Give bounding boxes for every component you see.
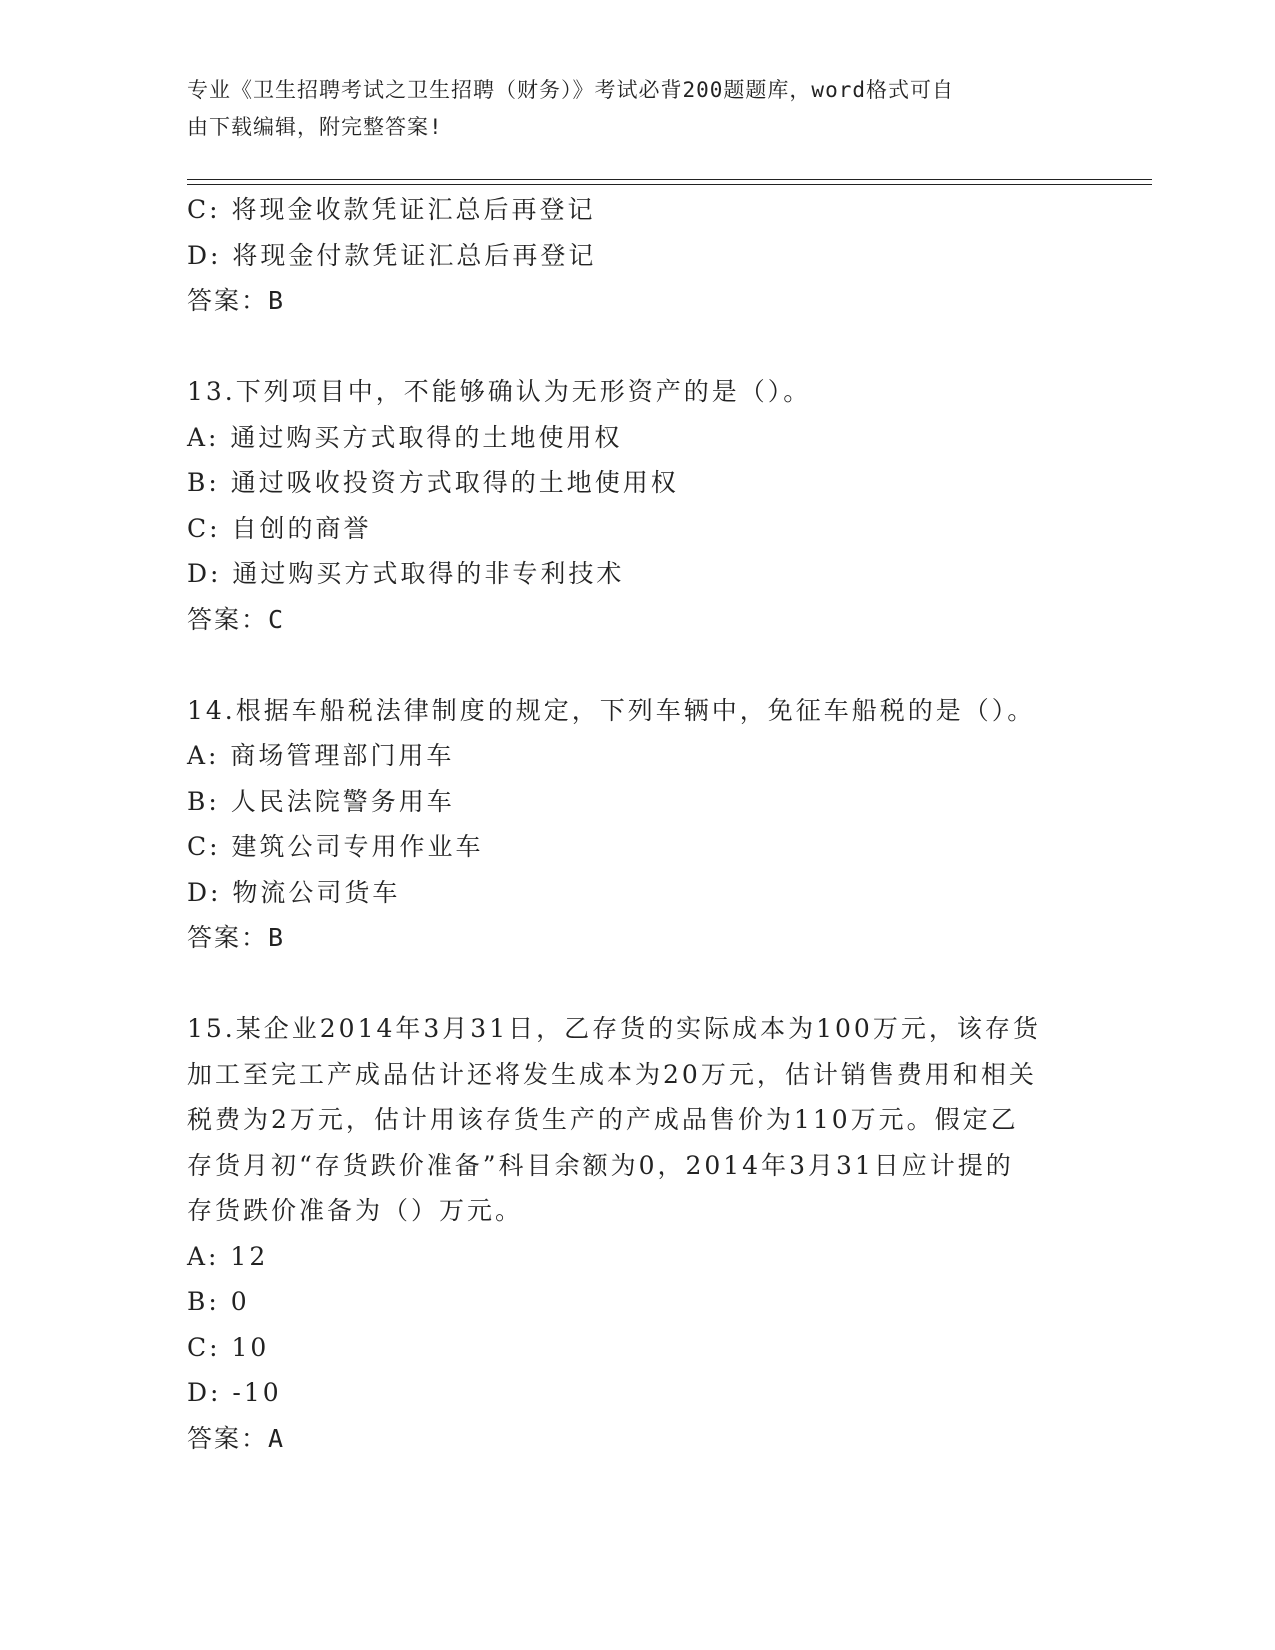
question-text: 13.下列项目中，不能够确认为无形资产的是（）。	[187, 377, 812, 406]
option-a: A: 通过购买方式取得的土地使用权	[187, 422, 623, 452]
question-14	[187, 688, 1087, 961]
option-a: A: 商场管理部门用车	[187, 741, 455, 770]
question-list	[187, 187, 1087, 1461]
answer: 答案：C	[187, 604, 286, 634]
question-text-line-3: 税费为2万元，估计用该存货生产的产成品售价为110万元。假定乙	[187, 1105, 1019, 1134]
spacer	[187, 324, 1087, 370]
answer: 答案：B	[187, 286, 286, 315]
option-a: A: 12	[187, 1241, 269, 1271]
option-d: D: 通过购买方式取得的非专利技术	[187, 559, 625, 588]
option-d: D: 物流公司货车	[187, 877, 401, 907]
question-text-line-4: 存货月初“存货跌价准备”科目余额为0，2014年3月31日应计提的	[187, 1150, 1014, 1180]
answer: 答案：A	[187, 1423, 286, 1453]
option-d: D: 将现金付款凭证汇总后再登记	[187, 240, 597, 270]
header-divider-top	[187, 179, 1152, 180]
option-c: C: 将现金收款凭证汇总后再登记	[187, 195, 596, 224]
answer: 答案：B	[187, 923, 286, 952]
header-divider-bottom	[187, 184, 1152, 185]
spacer	[187, 642, 1087, 688]
question-text-line-5: 存货跌价准备为（）万元。	[187, 1196, 524, 1225]
option-c: C: 10	[187, 1332, 270, 1362]
question-text-line-1: 15.某企业2014年3月31日，乙存货的实际成本为100万元，该存货	[187, 1014, 1041, 1043]
header-line-2: 由下载编辑，附完整答案!	[187, 115, 443, 139]
header-line-1: 专业《卫生招聘考试之卫生招聘（财务）》考试必背200题题库，word格式可自	[187, 78, 954, 102]
question-text-line-2: 加工至完工产成品估计还将发生成本为20万元，估计销售费用和相关	[187, 1059, 1037, 1089]
option-b: B: 人民法院警务用车	[187, 786, 455, 816]
option-b: B: 0	[187, 1287, 250, 1316]
document-header	[187, 72, 1067, 146]
question-13	[187, 369, 1087, 642]
option-b: B: 通过吸收投资方式取得的土地使用权	[187, 468, 679, 497]
option-d: D: -10	[187, 1378, 282, 1407]
question-15	[187, 1006, 1087, 1461]
spacer	[187, 961, 1087, 1007]
question-12-tail	[187, 187, 1087, 324]
option-c: C: 自创的商誉	[187, 513, 372, 543]
option-c: C: 建筑公司专用作业车	[187, 832, 484, 861]
question-text: 14.根据车船税法律制度的规定，下列车辆中，免征车船税的是（）。	[187, 695, 1036, 725]
